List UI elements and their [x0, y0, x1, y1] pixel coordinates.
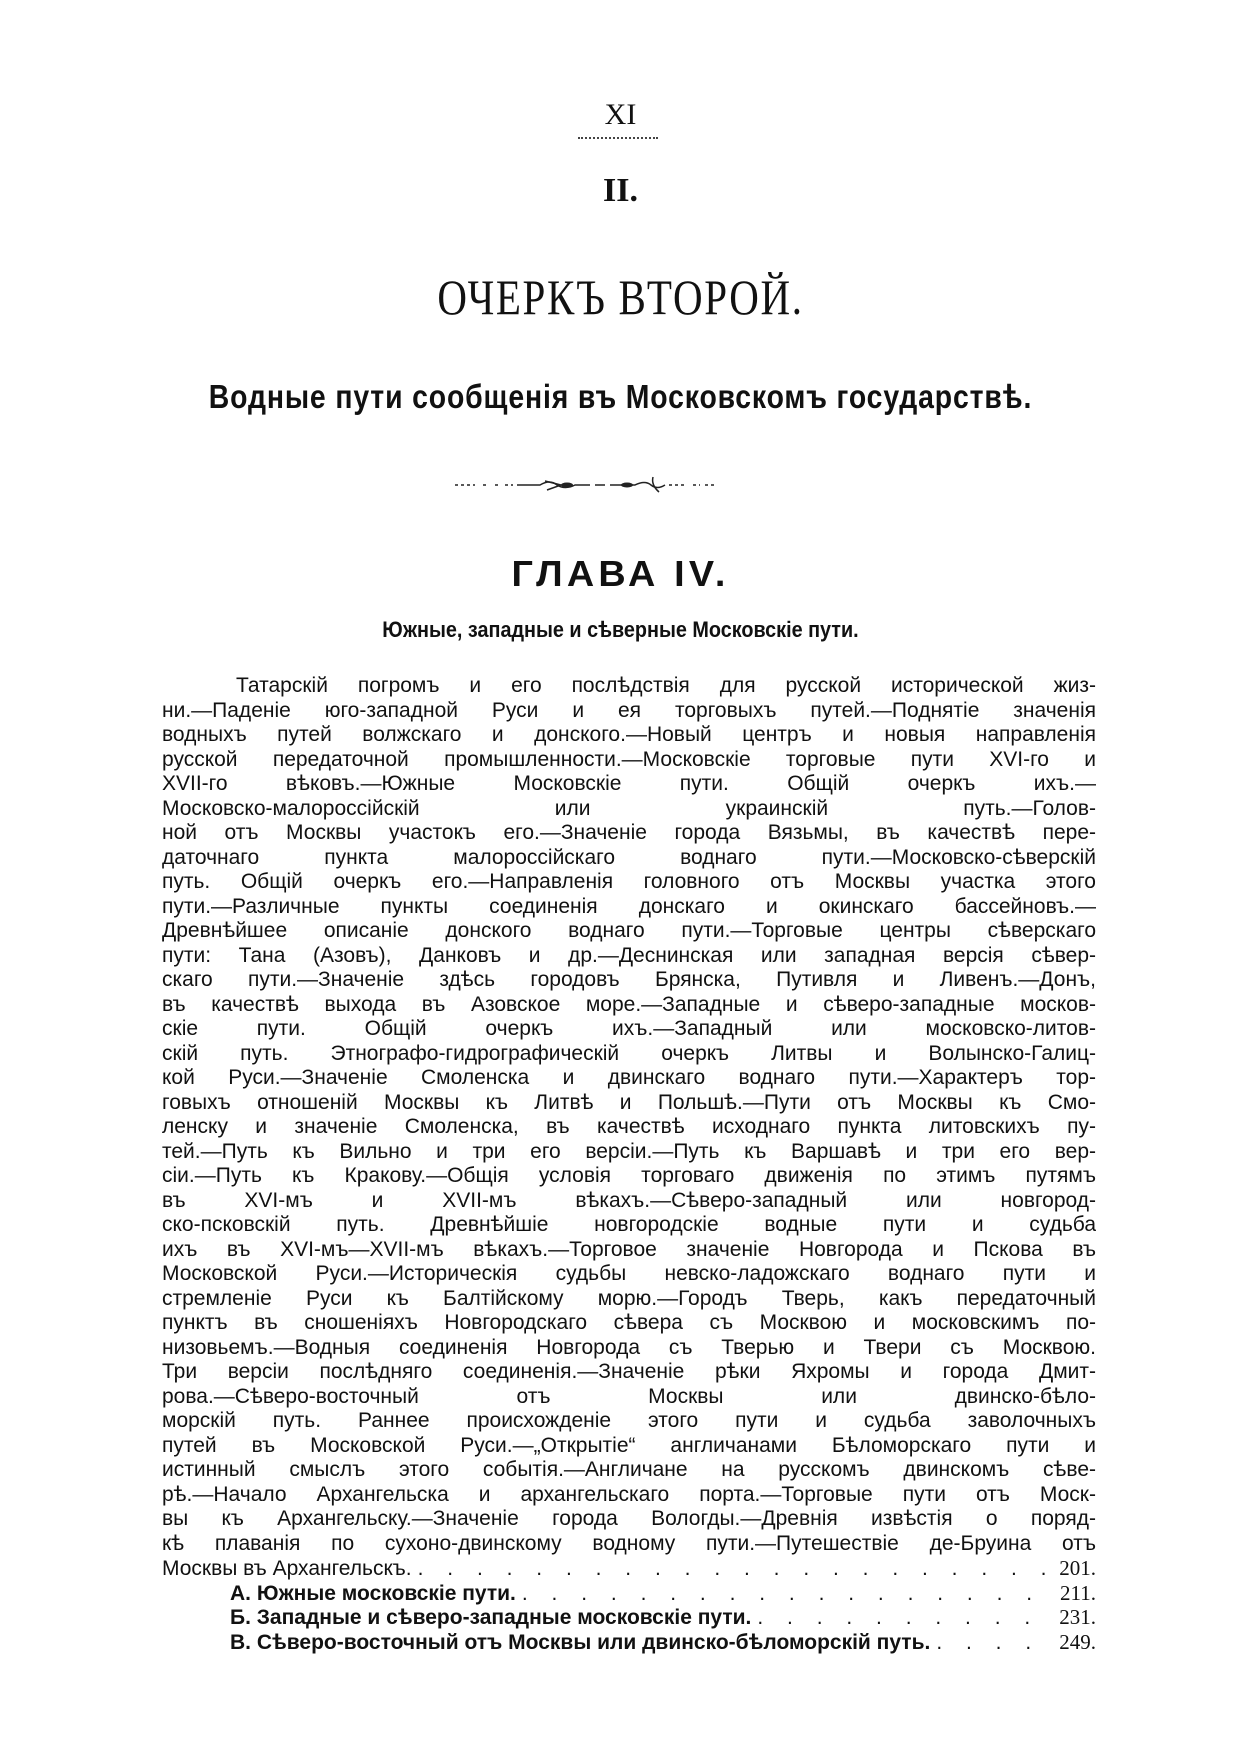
summary-line: Московско-малороссійскій или украинскій путь.—Голов-: [162, 796, 1096, 820]
chapter-summary: [162, 674, 1096, 1654]
toc-entry-label: Б. Западные и сѣверо-западные московскіе пути.: [230, 1606, 752, 1629]
ornament-divider-icon: [455, 472, 715, 498]
summary-line: кѣ плаванія по сухоно-двинскому водному пути.—Путешествіе де-Бруина отъ: [162, 1531, 1096, 1555]
summary-line: водныхъ путей волжскаго и донского.—Новый центръ и новыя направленія: [162, 723, 1096, 746]
summary-line: въ качествѣ выхода въ Азовское море.—Западные и сѣверо-западные москов-: [162, 992, 1096, 1016]
summary-line: пути.—Различные пункты соединенія донскаго и окинскаго бассейновъ.—: [162, 894, 1096, 918]
toc-entry-label: Москвы въ Архангельскъ.: [162, 1557, 412, 1580]
toc-page-number: 201.: [1059, 1556, 1096, 1580]
summary-line: XVII-го вѣковъ.—Южные Московскіе пути. Общій очеркъ ихъ.—: [162, 772, 1096, 795]
summary-line: вы къ Архангельску.—Значеніе города Вологды.—Древнія извѣстія о поряд-: [162, 1507, 1096, 1530]
essay-title: ОЧЕРКЪ ВТОРОЙ.: [437, 269, 804, 325]
toc-leader-dots: [522, 1582, 1054, 1607]
summary-line: сіи.—Путь къ Кракову.—Общія условія торговаго движенія по этимъ путямъ: [162, 1164, 1096, 1187]
summary-line: ленску и значеніе Смоленска, въ качествѣ исходнаго пункта литовскихъ пу-: [162, 1115, 1096, 1138]
folio-rule-divider: [578, 137, 658, 139]
summary-line: путей въ Московской Руси.—„Открытіе“ англичанами Бѣломорскаго пути и: [162, 1433, 1096, 1457]
part-number: II.: [603, 172, 638, 209]
chapter-subheading: Южные, западные и сѣверные Московскіе пути.: [382, 617, 859, 642]
summary-line: ихъ въ XVI-мъ—XVII-мъ вѣкахъ.—Торговое значеніе Новгорода и Пскова въ: [162, 1237, 1096, 1261]
summary-line: ной отъ Москвы участокъ его.—Значеніе города Вязьмы, въ качествѣ пере-: [162, 821, 1096, 844]
summary-line: Татарскій погромъ и его послѣдствія для русской исторической жиз-: [236, 674, 1096, 697]
toc-entry: [162, 1605, 1096, 1630]
summary-line: морскій путь. Раннее происхожденіе этого пути и судьба заволочныхъ: [162, 1409, 1096, 1432]
toc-entry: [162, 1630, 1096, 1655]
summary-line: пунктъ въ сношеніяхъ Новгородскаго сѣвера съ Москвою и московскимъ по-: [162, 1311, 1096, 1334]
summary-line: Московской Руси.—Историческія судьбы невско-ладожскаго воднаго пути и: [162, 1262, 1096, 1285]
summary-line: скій путь. Этнографо-гидрографическій очеркъ Литвы и Волынско-Галиц-: [162, 1041, 1096, 1065]
summary-line: путь. Общій очеркъ его.—Направленія головного отъ Москвы участка этого: [162, 870, 1096, 893]
summary-line: рѣ.—Начало Архангельска и архангельскаго порта.—Торговые пути отъ Моск-: [162, 1482, 1096, 1506]
summary-line: ско-псковскій путь. Древнѣйшіе новгородскіе водные пути и судьба: [162, 1213, 1096, 1236]
summary-line: скіе пути. Общій очеркъ ихъ.—Западный или московско-литов-: [162, 1017, 1096, 1040]
toc-page-number: 211.: [1060, 1580, 1096, 1605]
summary-line: Древнѣйшее описаніе донского воднаго пути.—Торговые центры сѣверскаго: [162, 919, 1096, 942]
summary-line: пути: Тана (Азовъ), Данковъ и др.—Деснинская или западная версія сѣвер-: [162, 943, 1096, 967]
summary-line: кой Руси.—Значеніе Смоленска и двинскаго воднаго пути.—Характеръ тор-: [162, 1066, 1096, 1089]
toc-leader-dots: [418, 1557, 1054, 1582]
summary-line: говыхъ отношеній Москвы къ Литвѣ и Польшѣ.—Пути отъ Москвы къ Смо-: [162, 1090, 1096, 1114]
toc-entry-label: А. Южные московскіе пути.: [230, 1581, 516, 1605]
summary-line: Три версіи послѣдняго соединенія.—Значеніе рѣки Яхромы и города Дмит-: [162, 1360, 1096, 1383]
toc-page-number: 231.: [1059, 1605, 1096, 1629]
summary-line: стремленіе Руси къ Балтійскому морю.—Городъ Тверь, какъ передаточный: [162, 1286, 1096, 1310]
summary-line: ни.—Паденіе юго-западной Руси и ея торговыхъ путей.—Поднятіе значенія: [162, 698, 1096, 722]
toc-entry: [162, 1581, 1096, 1606]
summary-line: скаго пути.—Значеніе здѣсь городовъ Брянска, Путивля и Ливенъ.—Донъ,: [162, 968, 1096, 991]
page-folio: XI: [604, 98, 637, 131]
summary-line: низовьемъ.—Водныя соединенія Новгорода съ Тверью и Твери съ Москвою.: [162, 1335, 1096, 1359]
summary-line: даточнаго пункта малороссійскаго воднаго пути.—Московско-сѣверскій: [162, 845, 1096, 869]
essay-subtitle: Водные пути сообщенія въ Московскомъ государствѣ.: [208, 378, 1033, 415]
toc-page-number: 249.: [1059, 1629, 1096, 1654]
table-of-contents: [162, 1556, 1096, 1654]
toc-entry-label: В. Сѣверо-восточный отъ Москвы или двинско-бѣломорскій путь.: [230, 1630, 931, 1654]
toc-leader-dots: [757, 1606, 1053, 1631]
summary-line: рова.—Сѣверо-восточный отъ Москвы или двинско-бѣло-: [162, 1384, 1096, 1408]
summary-line: тей.—Путь къ Вильно и три его версіи.—Путь къ Варшавѣ и три его вер-: [162, 1139, 1096, 1163]
toc-entry: [162, 1556, 1096, 1581]
summary-line: въ XVI-мъ и XVII-мъ вѣкахъ.—Сѣверо-западный или новгород-: [162, 1188, 1096, 1212]
summary-line: истинный смыслъ этого событія.—Англичане на русскомъ двинскомъ сѣве-: [162, 1458, 1096, 1481]
summary-paragraph: [162, 674, 1096, 1556]
chapter-heading: ГЛАВА IV.: [511, 553, 730, 594]
summary-line: русской передаточной промышленности.—Московскіе торговые пути XVI-го и: [162, 747, 1096, 771]
toc-leader-dots: [936, 1631, 1053, 1656]
